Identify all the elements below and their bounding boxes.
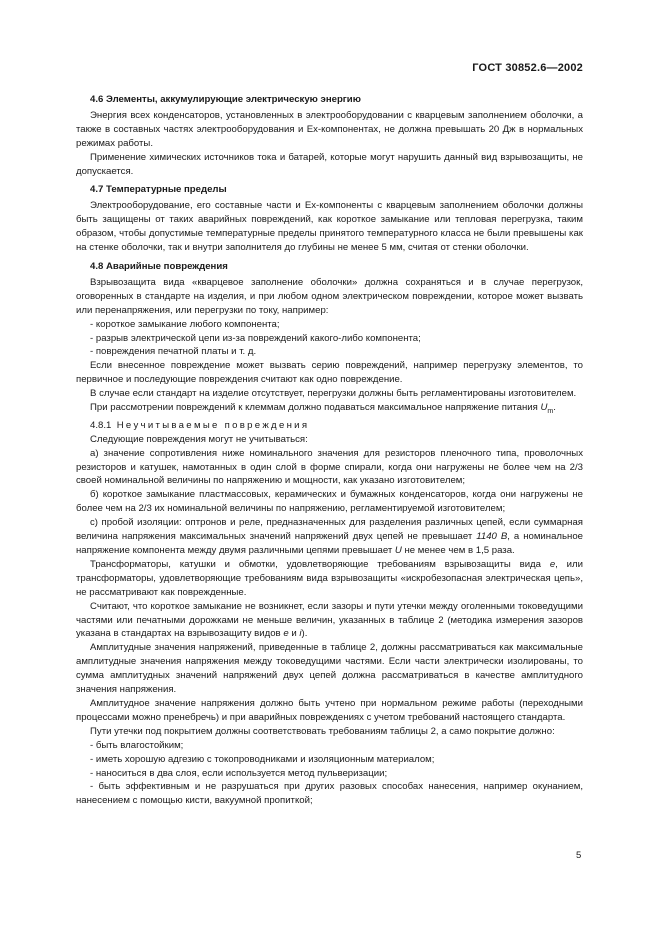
list-item: - быть влагостойким; (90, 739, 184, 751)
section-heading-4-7: 4.7 Температурные пределы (90, 184, 227, 196)
subsection-number: 4.8.1 (90, 419, 112, 431)
protection-type: е (549, 558, 556, 570)
list-item-b: б) короткое замыкание пластмассовых, керамических и бумажных конденсаторов, когда они нагружены не более чем на 2/3 их номинальной величины по напряжению, регламентируемой изготовителем; (76, 489, 583, 515)
voltage-symbol: U (394, 545, 402, 556)
protection-type: е (283, 628, 289, 640)
paragraph-text: и (288, 628, 300, 640)
list-item: - короткое замыкание любого компонента; (90, 318, 280, 330)
paragraph: Следующие повреждения могут не учитываться: (90, 433, 308, 445)
paragraph-text: Трансформаторы, катушки и обмотки, удовлетворяющие требованиям взрывозащиты вида (90, 558, 550, 570)
list-item: - наноситься в два слоя, если используется метод пульверизации; (90, 767, 388, 779)
paragraph (76, 558, 583, 600)
page-number: 5 (576, 850, 582, 861)
subsection-title: Неучитываемые повреждения (116, 419, 310, 431)
paragraph: Если внесенное повреждение может вызвать серию повреждений, например перегрузку элементов, то первичное и последующие повреждения считают как одно повреждение. (76, 360, 583, 386)
paragraph: Амплитудное значение напряжения должно быть учтено при нормальном режиме работы (переходными процессами можно пренебречь) и при аварийных повреждениях с учетом требований настоящего стандарта. (76, 697, 583, 723)
list-item: - разрыв электрической цепи из-за повреждений какого-либо компонента; (90, 332, 421, 344)
paragraph: Применение химических источников тока и батарей, которые могут нарушить данный вид взрывозащиты, не допускается. (76, 151, 583, 177)
paragraph (76, 401, 583, 419)
paragraph: Электрооборудование, его составные части и Ex-компоненты с кварцевым заполнением оболочки должны быть защищены от таких аварийных повреждений, как короткое замыкание или тепловая перегрузка, таким образом, чтобы допустимые температурные пределы принятого температурного класса не были превышены как на стенке оболочки, так и внутри заполнителя до глубины не менее 5 мм, считая от стенки оболочки. (76, 200, 583, 254)
paragraph: В случае если стандарт на изделие отсутствует, перегрузки должны быть регламентированы изготовителем. (90, 388, 577, 400)
section-heading-4-6: 4.6 Элементы, аккумулирующие электрическую энергию (90, 94, 361, 105)
paragraph-text: ). (301, 628, 308, 640)
paragraph-text: , а номинальное напряжение компонента между двумя различными цепями превышает (76, 531, 583, 556)
voltage-symbol: U (540, 402, 548, 414)
paragraph: Пути утечки под покрытием должны соответствовать требованиям таблицы 2, а само покрытие должно: (90, 725, 555, 737)
voltage-value: 1140 В (476, 531, 508, 543)
subsection-heading-4-8-1 (76, 419, 583, 433)
paragraph: Взрывозащита вида «кварцевое заполнение оболочки» должна сохраняться и в случае перегрузок, оговоренных в стандарте на изделия, и при любом одном электрическом повреждении, которое может вызвать или перенапряжения, или перегрузки по току, например: (76, 276, 583, 316)
paragraph (76, 600, 583, 642)
list-item: - быть эффективным и не разрушаться при других разовых способах нанесения, например окунанием, нанесением с помощью кисти, вакуумной пропиткой; (76, 781, 583, 807)
paragraph-text: Считают, что короткое замыкание не возникнет, если зазоры и пути утечки между оголенными токоведущими частями или печатными дорожками не меньше величин, указанных в таблице 2 (методика измерения зазоров указана в стандартах на взрывозащиту видов (76, 600, 583, 640)
paragraph-text: с) пробой изоляции: оптронов и реле, предназначенных для разделения различных цепей, если суммарная величина напряжения максимальных значений напряжений двух цепей не превышает (76, 517, 583, 543)
list-item: - повреждения печатной платы и т. д. (90, 346, 257, 358)
list-item-c (76, 516, 583, 558)
section-heading-4-8: 4.8 Аварийные повреждения (90, 260, 228, 272)
list-item-a: а) значение сопротивления ниже номинального значения для резисторов пленочного типа, проволочных резисторов и катушек, намотанных в один слой в форме спирали, когда они нагружены не более чем на 2/3 своей номинальной величины по напряжению и мощности, как указано изготовителем; (76, 447, 583, 487)
list-item: - иметь хорошую адгезию с токопроводниками и изоляционным материалом; (90, 753, 435, 765)
paragraph: Амплитудные значения напряжений, приведенные в таблице 2, должны рассматриваться как максимальные амплитудные значения напряжения между токоведущими частями. Если части электрически изолированы, то сумма амплитудных значений напряжений двух цепей должна рассматриваться в качестве амплитудного значения напряжения. (76, 642, 583, 696)
page-body (76, 93, 583, 808)
paragraph-text: не менее чем в 1,5 раза. (401, 545, 515, 556)
paragraph-text: , или трансформаторы, удовлетворяющие требованиям вида взрывозащиты «искробезопасная электрическая цепь», не рассматривают как поврежденные. (76, 558, 583, 598)
document-header: ГОСТ 30852.6—2002 (472, 62, 583, 74)
paragraph-text: . (553, 402, 556, 414)
paragraph-text: При рассмотрении повреждений к клеммам должно подаваться максимальное напряжение питания (90, 402, 541, 414)
paragraph: Энергия всех конденсаторов, установленных в электрооборудовании с кварцевым заполнением оболочки, а также в составных частях электрооборудования и Ex-компонентах, не должна превышать 20 Дж в нормальных режимах работы. (76, 109, 583, 149)
protection-type: i (299, 628, 302, 640)
voltage-subscript: m (547, 407, 554, 415)
